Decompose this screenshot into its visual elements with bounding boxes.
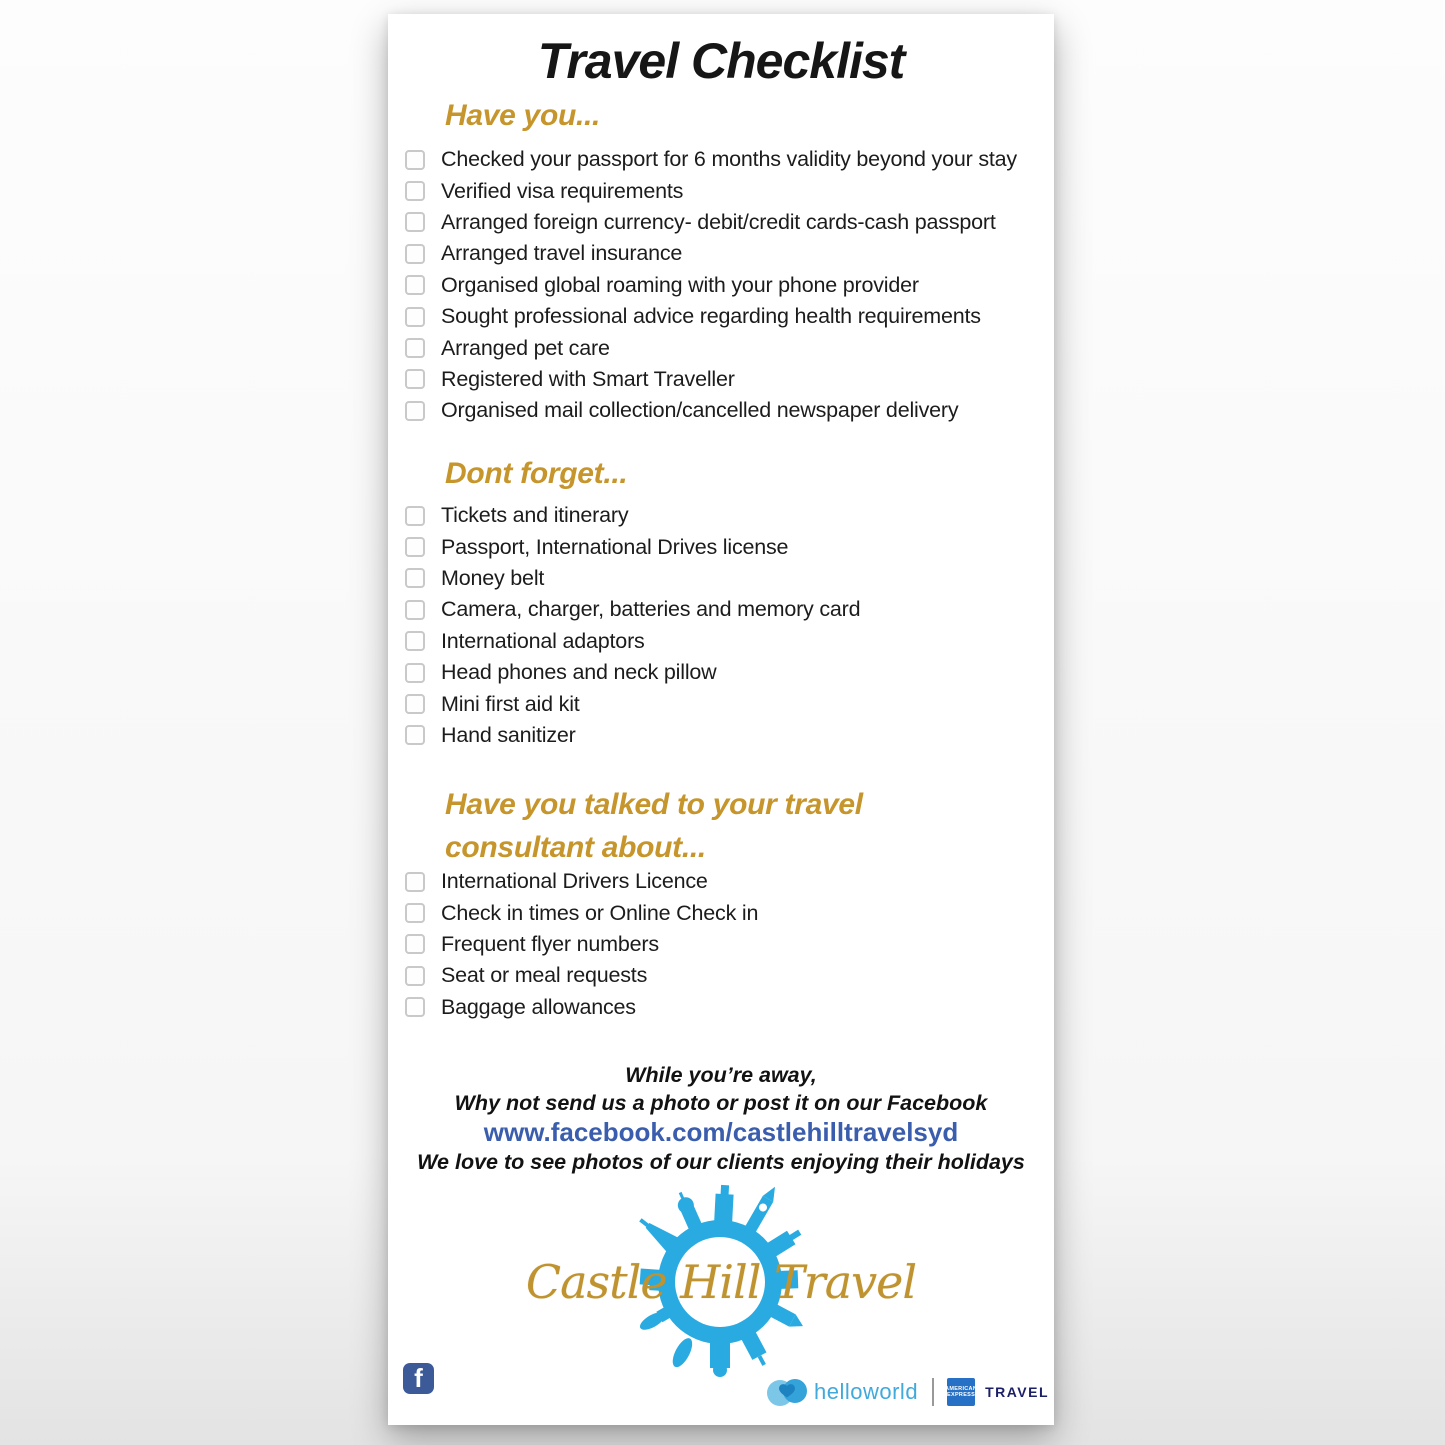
travel-wordmark: TRAVEL <box>985 1384 1050 1400</box>
checklist-item-label: Arranged pet care <box>441 335 610 360</box>
checkbox[interactable] <box>405 369 425 389</box>
checklist-item-label: Tickets and itinerary <box>441 503 629 528</box>
checkbox[interactable] <box>405 568 425 588</box>
amex-text-line-2: EXPRESS <box>947 1392 976 1398</box>
american-express-icon <box>945 1378 978 1406</box>
checkbox[interactable] <box>405 150 425 170</box>
checkbox[interactable] <box>405 631 425 651</box>
checklist-item <box>405 657 860 688</box>
checkbox[interactable] <box>405 600 425 620</box>
section-heading-have-you: Have you... <box>445 99 601 132</box>
checkbox[interactable] <box>405 401 425 421</box>
checklist-have-you <box>405 144 1017 427</box>
checklist-item <box>405 688 860 719</box>
footer-line-2: Why not send us a photo or post it on our Facebook <box>454 1091 988 1115</box>
checkbox[interactable] <box>405 872 425 892</box>
checklist-item <box>405 270 1017 301</box>
checkbox[interactable] <box>405 694 425 714</box>
checklist-item <box>405 531 860 562</box>
checklist-item <box>405 720 860 751</box>
checklist-item <box>405 207 1017 238</box>
checklist-item-label: International Drivers Licence <box>441 869 708 894</box>
footer-message <box>388 1061 1054 1176</box>
partner-logos <box>765 1372 1049 1412</box>
checkbox[interactable] <box>405 537 425 557</box>
checklist-travel-consultant <box>405 866 758 1023</box>
logo-wordmark: Castle Hill Travel <box>525 1255 917 1309</box>
checklist-item-label: Arranged foreign currency- debit/credit cards-cash passport <box>441 209 996 234</box>
checklist-item <box>405 175 1017 206</box>
checklist-item-label: Arranged travel insurance <box>441 241 683 266</box>
checkbox[interactable] <box>405 212 425 232</box>
checkbox[interactable] <box>405 966 425 986</box>
helloworld-icon <box>765 1376 811 1408</box>
checklist-item-label: Organised global roaming with your phone provider <box>441 272 919 297</box>
checkbox[interactable] <box>405 725 425 745</box>
checklist-item-label: Passport, International Drives license <box>441 534 789 559</box>
checklist-item-label: Organised mail collection/cancelled newspaper delivery <box>441 398 959 423</box>
checklist-item <box>405 332 1017 363</box>
helloworld-wordmark: helloworld <box>814 1379 919 1404</box>
castle-hill-travel-logo <box>388 1167 1054 1397</box>
checklist-item <box>405 144 1017 175</box>
checkbox[interactable] <box>405 934 425 954</box>
checklist-item-label: Hand sanitizer <box>441 722 576 747</box>
checkbox[interactable] <box>405 997 425 1017</box>
checkbox[interactable] <box>405 307 425 327</box>
checklist-item-label: Registered with Smart Traveller <box>441 366 735 391</box>
footer-line-3: We love to see photos of our clients enjoying their holidays <box>417 1150 1025 1174</box>
checklist-item-label: Checked your passport for 6 months validity beyond your stay <box>441 147 1017 172</box>
checklist-item-label: Mini first aid kit <box>441 691 580 716</box>
logo-divider <box>932 1378 934 1406</box>
checkbox[interactable] <box>405 275 425 295</box>
footer-line-1: While you’re away, <box>625 1063 817 1087</box>
checkbox[interactable] <box>405 506 425 526</box>
checklist-item <box>405 500 860 531</box>
checklist-dont-forget <box>405 500 860 751</box>
checklist-item-label: Check in times or Online Check in <box>441 900 759 925</box>
checkbox[interactable] <box>405 903 425 923</box>
checkbox[interactable] <box>405 338 425 358</box>
checklist-item <box>405 626 860 657</box>
checklist-item-label: International adaptors <box>441 628 645 653</box>
checklist-item <box>405 594 860 625</box>
facebook-icon[interactable]: f <box>403 1363 434 1394</box>
checklist-item-label: Camera, charger, batteries and memory card <box>441 597 861 622</box>
checklist-item <box>405 238 1017 269</box>
checklist-item <box>405 364 1017 395</box>
checkbox[interactable] <box>405 244 425 264</box>
checklist-item <box>405 929 758 960</box>
checklist-item <box>405 897 758 928</box>
checklist-item-label: Head phones and neck pillow <box>441 660 717 685</box>
section-heading-dont-forget: Dont forget... <box>445 457 628 490</box>
checklist-item <box>405 563 860 594</box>
flyer-card <box>388 14 1054 1425</box>
checklist-item-label: Baggage allowances <box>441 994 636 1019</box>
checklist-item <box>405 960 758 991</box>
checklist-item-label: Sought professional advice regarding health requirements <box>441 304 981 329</box>
facebook-url-link[interactable]: www.facebook.com/castlehilltravelsyd <box>483 1117 959 1147</box>
checklist-item <box>405 866 758 897</box>
checkbox[interactable] <box>405 181 425 201</box>
checkbox[interactable] <box>405 663 425 683</box>
checklist-item <box>405 301 1017 332</box>
checklist-item <box>405 992 758 1023</box>
checklist-item-label: Seat or meal requests <box>441 963 648 988</box>
checklist-item <box>405 395 1017 426</box>
section-heading-travel-consultant: Have you talked to your travel consultant about... <box>445 788 863 864</box>
checklist-item-label: Money belt <box>441 565 545 590</box>
checklist-item-label: Frequent flyer numbers <box>441 931 659 956</box>
page-title: Travel Checklist <box>537 33 905 89</box>
amex-text-line-1: AMERICAN <box>945 1386 978 1392</box>
checklist-item-label: Verified visa requirements <box>441 178 684 203</box>
